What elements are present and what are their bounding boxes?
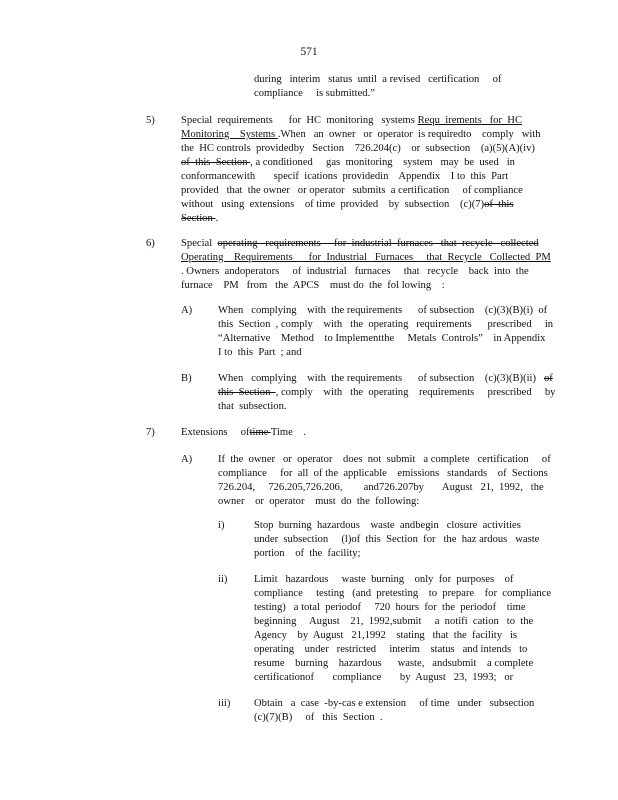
text-line [218, 304, 553, 318]
text-line [181, 114, 541, 128]
text-line [254, 671, 551, 685]
text-run: , comply with the operating requirements prescribed by [275, 387, 556, 398]
inserted-text: Requ irements for HC [417, 115, 523, 126]
page-number: 571 [300, 46, 318, 58]
text-line [254, 629, 551, 643]
text-line [218, 481, 551, 495]
text-run: operating under restricted interim status and intends to [254, 644, 528, 655]
text-run: compliance for all of the applicable emissions standards of Sections [218, 468, 548, 479]
text-run: resume burning hazardous waste, andsubmit a complete [254, 658, 534, 669]
text-run: without using extensions of time provided by subsection (c)(7) [181, 199, 485, 210]
text-run: Extensions of [181, 427, 250, 438]
text-line [218, 346, 553, 360]
text-run: compliance testing (and pretesting to prepare for compliance [254, 588, 552, 599]
text-line [254, 73, 501, 87]
text-line [218, 386, 555, 400]
text-run: compliance is submitted.” [254, 88, 375, 99]
text-line [181, 265, 551, 279]
text-line [254, 615, 551, 629]
text-line [254, 87, 501, 101]
text-line [181, 212, 541, 226]
text-run: 726.204, 726.205,726.206, and726.207by August 21, 1992, the [218, 482, 544, 493]
text-line [254, 657, 551, 671]
text-run: furnace PM from the APCS must do the fol lowing : [181, 280, 445, 291]
text-line [218, 495, 551, 509]
text-run: Special [181, 238, 218, 249]
struck-text: this Section [218, 387, 276, 398]
text-run: during interim status until a revised certification of [254, 74, 502, 85]
text-run: the HC controls providedby Section 726.204(c) or subsection (a)(5)(A)(iv) [181, 143, 535, 154]
text-line [181, 279, 551, 293]
text-line [181, 128, 541, 142]
text-run: portion of the facility; [254, 548, 361, 559]
text-run: Special requirements for HC monitoring systems [181, 115, 418, 126]
inserted-text: Operating Requirements for Industrial Furnaces that Recycle Collected PM [181, 252, 551, 263]
text-line [254, 697, 534, 711]
item-7a-marker: A) [181, 454, 193, 465]
text-run: If the owner or operator does not submit a complete certification of [218, 454, 551, 465]
item-7-marker: 7) [146, 427, 155, 438]
text-run: I to this Part ; and [218, 347, 302, 358]
item-7a-text [218, 453, 551, 509]
text-line [181, 198, 541, 212]
text-run: conformancewith specif ications providedin Appendix I to this Part [181, 171, 509, 182]
text-run: When complying with the requirements of subsection (c)(3)(B)(i) of [218, 305, 548, 316]
text-line [218, 372, 555, 386]
text-line [181, 184, 541, 198]
text-run: . Owners andoperators of industrial furnaces that recycle back into the [181, 266, 529, 277]
struck-text: of this Section [181, 157, 251, 168]
item-6-text [181, 237, 551, 293]
text-line [181, 251, 551, 265]
text-line [254, 643, 551, 657]
text-line [181, 237, 551, 251]
item-7-heading [181, 426, 306, 440]
text-line [218, 318, 553, 332]
text-line [181, 142, 541, 156]
text-line [218, 467, 551, 481]
text-line [181, 156, 541, 170]
text-line [218, 332, 553, 346]
item-6b-text [218, 372, 555, 414]
item-6-marker: 6) [146, 238, 155, 249]
item-6b-marker: B) [181, 373, 192, 384]
text-run: beginning August 21, 1992,submit a notifi cation to the [254, 616, 534, 627]
text-line [218, 400, 555, 414]
text-run: certificationof compliance by August 23, 1993; or [254, 672, 514, 683]
inserted-text: Monitoring Systems [181, 129, 278, 140]
text-run: . [215, 213, 219, 224]
text-run: Time . [270, 427, 307, 438]
item-7a-i-marker: i) [218, 520, 225, 531]
text-run: .When an owner or operator is requiredto comply with [277, 129, 541, 140]
text-line [181, 426, 306, 440]
text-run: this Section , comply with the operating requirements prescribed in [218, 319, 554, 330]
text-line [254, 573, 551, 587]
item-6a-text [218, 304, 553, 360]
text-run: (c)(7)(B) of this Section . [254, 712, 383, 723]
struck-text: time [249, 427, 271, 438]
text-run: Limit hazardous waste burning only for purposes of [254, 574, 514, 585]
text-run: Stop burning hazardous waste andbegin closure activities [254, 520, 521, 531]
continuation-text [254, 73, 501, 101]
item-7a-iii-text [254, 697, 534, 725]
struck-text: of this [484, 199, 514, 210]
text-line [254, 601, 551, 615]
text-run: “Alternative Method to Implementthe Metals Controls” in Appendix [218, 333, 546, 344]
text-run: When complying with the requirements of subsection (c)(3)(B)(ii) [218, 373, 544, 384]
text-line [254, 547, 539, 561]
item-7a-iii-marker: iii) [218, 698, 231, 709]
text-run: , a conditioned gas monitoring system may be used in [250, 157, 515, 168]
struck-text: operating requirements for industrial furnaces that recycle collected [217, 238, 539, 249]
item-7a-ii-text [254, 573, 551, 685]
item-6a-marker: A) [181, 305, 193, 316]
text-run: testing) a total periodof 720 hours for the periodof time [254, 602, 526, 613]
struck-text: Section [181, 213, 216, 224]
text-run: Agency by August 21,1992 stating that the facility is [254, 630, 518, 641]
text-line [218, 453, 551, 467]
text-run: under subsection (l)of this Section for the haz ardous waste [254, 534, 540, 545]
struck-text: of [543, 373, 553, 384]
item-7a-ii-marker: ii) [218, 574, 228, 585]
text-line [254, 533, 539, 547]
text-line [181, 170, 541, 184]
item-5-text [181, 114, 541, 226]
text-run: provided that the owner or operator submits a certification of compliance [181, 185, 523, 196]
text-line [254, 519, 539, 533]
text-run: that subsection. [218, 401, 287, 412]
text-line [254, 711, 534, 725]
item-5-marker: 5) [146, 115, 155, 126]
item-7a-i-text [254, 519, 539, 561]
text-run: owner or operator must do the following: [218, 496, 420, 507]
text-line [254, 587, 551, 601]
text-run: Obtain a case -by-cas e extension of time under subsection [254, 698, 535, 709]
